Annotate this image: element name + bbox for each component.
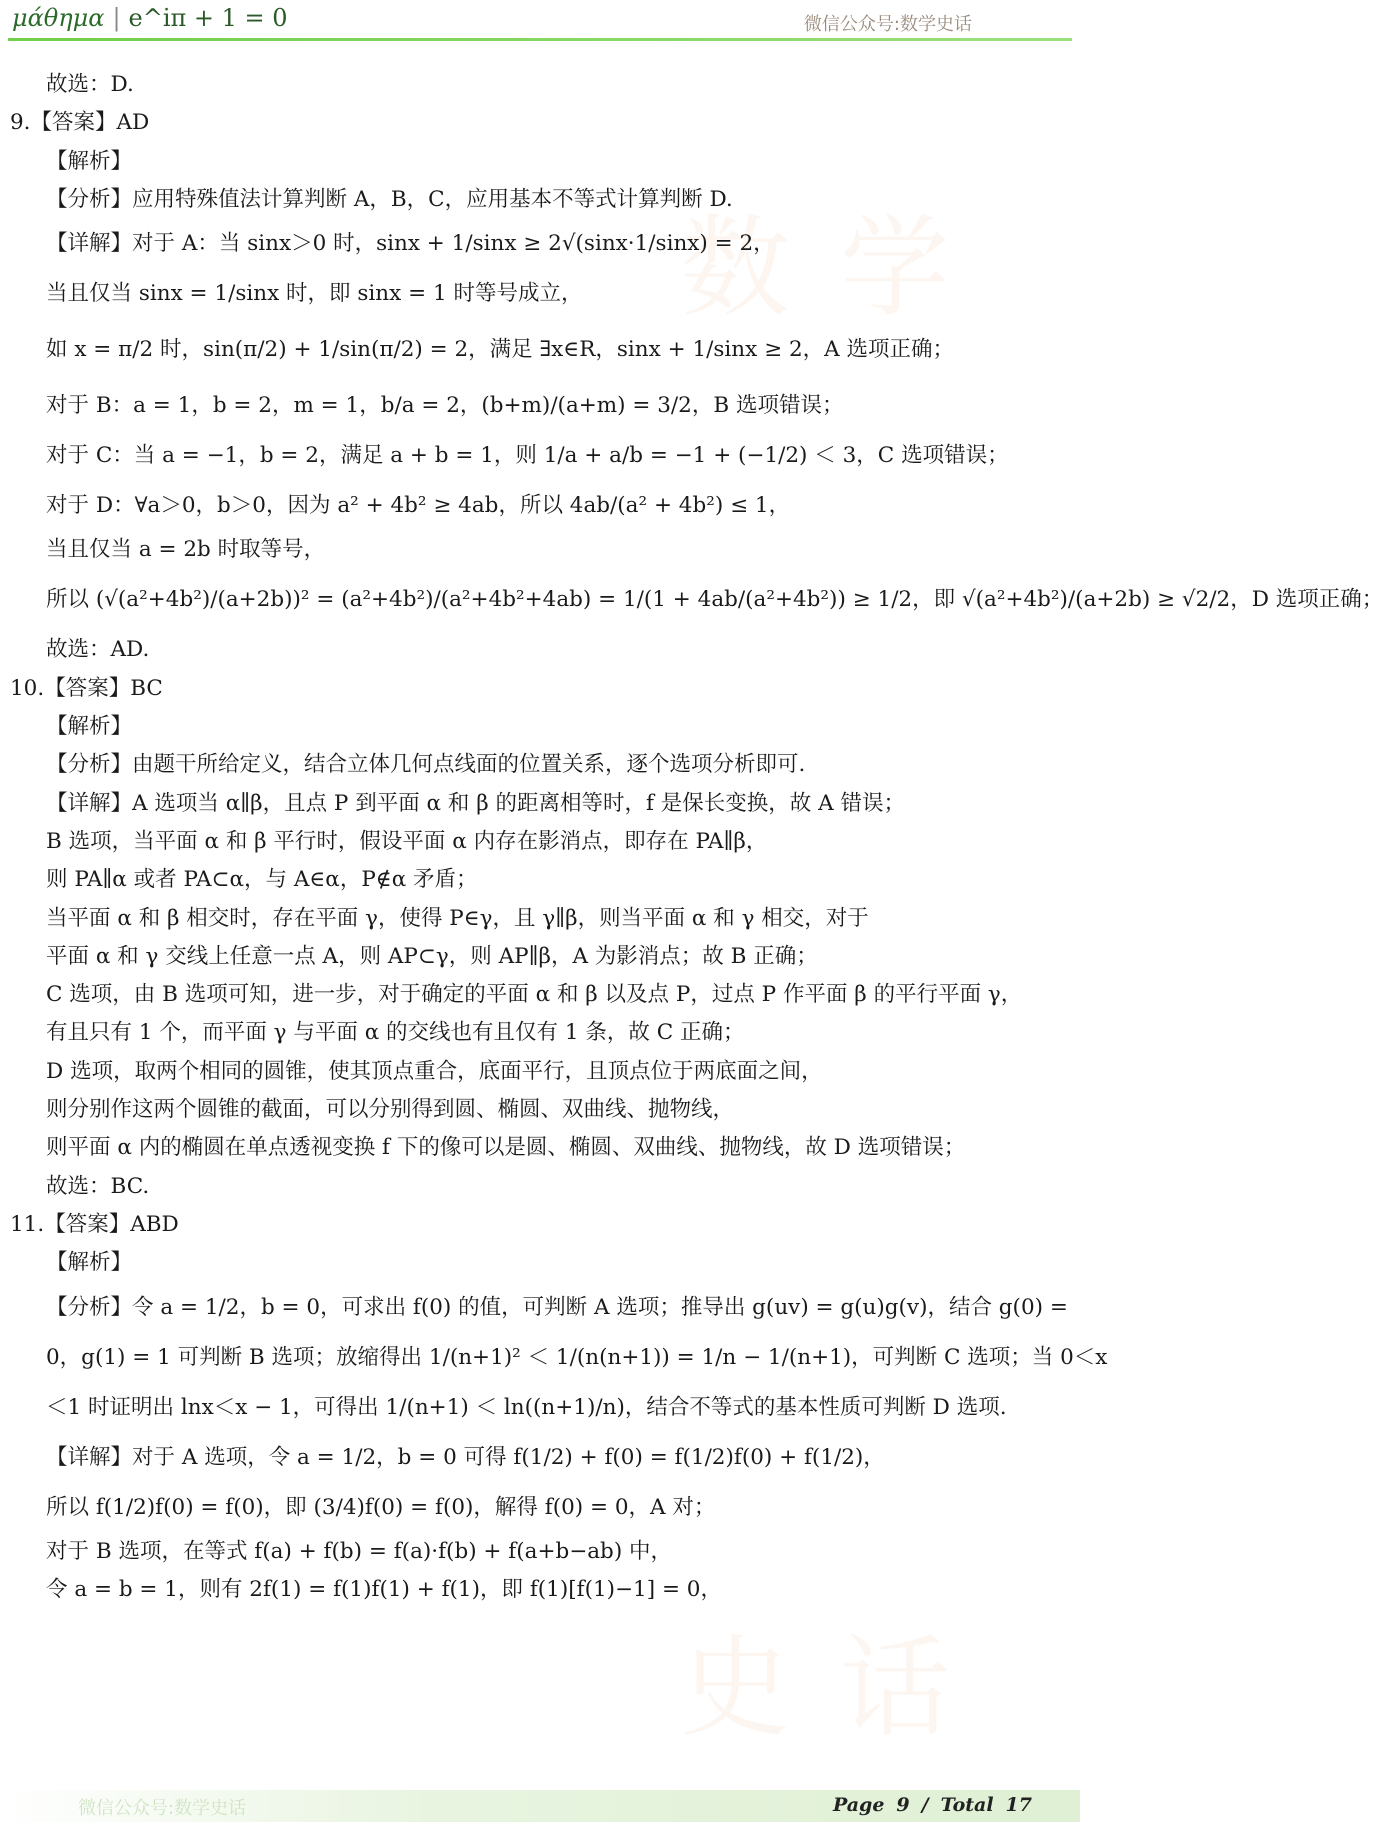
text-line: 【分析】应用特殊值法计算判断 A，B，C，应用基本不等式计算判断 D. <box>46 186 733 212</box>
answer-heading-11: 11.【答案】ABD <box>10 1211 179 1237</box>
text-line: 对于 B 选项，在等式 f(a) + f(b) = f(a)·f(b) + f(a+b−ab) 中， <box>46 1538 673 1564</box>
brand-separator: | <box>112 4 121 32</box>
text-line: 故选：BC. <box>46 1173 150 1199</box>
brand-logo <box>12 4 288 32</box>
text-line: 【解析】 <box>46 714 133 740</box>
text-line: 【分析】令 a = 1/2，b = 0，可求出 f(0) 的值，可判断 A 选项；推导出 g(uv) = g(u)g(v)，结合 g(0) = <box>46 1294 1068 1320</box>
answer-heading-9: 9.【答案】AD <box>10 110 150 136</box>
text-line: 则分别作这两个圆锥的截面，可以分别得到圆、椭圆、双曲线、抛物线， <box>46 1097 735 1123</box>
text-line: 【分析】由题干所给定义，结合立体几何点线面的位置关系，逐个选项分析即可. <box>46 752 806 778</box>
brand-name: μάθημα <box>12 4 105 32</box>
page-number: 9 <box>896 1794 910 1816</box>
total-number: 17 <box>1005 1794 1032 1816</box>
wechat-account-top: 微信公众号:数学史话 <box>803 14 972 35</box>
page-slash: / <box>921 1794 929 1816</box>
text-line: 当平面 α 和 β 相交时，存在平面 γ，使得 P∈γ，且 γ∥β，则当平面 α 和 γ 相交，对于 <box>46 905 869 931</box>
text-line: 如 x = π/2 时，sin(π/2) + 1/sin(π/2) = 2，满足 ∃x∈R，sinx + 1/sinx ≥ 2，A 选项正确； <box>46 337 954 363</box>
text-line: 令 a = b = 1，则有 2f(1) = f(1)f(1) + f(1)，即 f(1)[f(1)−1] = 0， <box>46 1576 722 1602</box>
text-line: 当且仅当 sinx = 1/sinx 时，即 sinx = 1 时等号成立， <box>46 281 583 307</box>
text-line: 故选：AD. <box>46 637 150 663</box>
answer-heading-10: 10.【答案】BC <box>10 675 163 701</box>
text-line: 有且只有 1 个，而平面 γ 与平面 α 的交线也有且仅有 1 条，故 C 正确； <box>46 1020 745 1046</box>
text-line: 所以 (√(a²+4b²)/(a+2b))² = (a²+4b²)/(a²+4b²+4ab) = 1/(1 + 4ab/(a²+4b²)) ≥ 1/2，即 √(a²+4b²)/(a+2b) ≥ √2/2，D 选项正确； <box>46 587 1383 613</box>
text-line: 则平面 α 内的椭圆在单点透视变换 f 下的像可以是圆、椭圆、双曲线、抛物线，故 D 选项错误； <box>46 1135 966 1161</box>
header-rule <box>8 38 1072 41</box>
text-line: 则 PA∥α 或者 PA⊂α，与 A∈α，P∉α 矛盾； <box>46 867 478 893</box>
text-line: 【解析】 <box>46 148 133 174</box>
page-header <box>0 0 1080 44</box>
wechat-account-bottom: 微信公众号:数学史话 <box>78 1798 247 1819</box>
page-label: Page <box>832 1794 885 1816</box>
text-line: 对于 C：当 a = −1，b = 2，满足 a + b = 1，则 1/a + a/b = −1 + (−1/2) ＜ 3，C 选项错误； <box>46 443 1009 469</box>
text-line: 0，g(1) = 1 可判断 B 选项；放缩得出 1/(n+1)² ＜ 1/(n(n+1)) = 1/n − 1/(n+1)，可判断 C 选项；当 0＜x <box>46 1344 1108 1370</box>
euler-formula: e^iπ + 1 = 0 <box>128 4 288 32</box>
text-line: 【详解】对于 A：当 sinx＞0 时，sinx + 1/sinx ≥ 2√(sinx·1/sinx) = 2， <box>46 231 775 257</box>
watermark-char-3: 史 <box>680 1624 790 1752</box>
watermark-char-1: 数 <box>680 204 790 332</box>
total-label: Total <box>940 1794 994 1816</box>
text-line: 所以 f(1/2)f(0) = f(0)，即 (3/4)f(0) = f(0)，解得 f(0) = 0，A 对； <box>46 1494 716 1520</box>
watermark-char-2: 学 <box>840 204 950 332</box>
text-line: D 选项，取两个相同的圆锥，使其顶点重合，底面平行，且顶点位于两底面之间， <box>46 1058 823 1084</box>
text-line: 【详解】A 选项当 α∥β，且点 P 到平面 α 和 β 的距离相等时，f 是保长变换，故 A 错误； <box>46 790 905 816</box>
text-line: 【解析】 <box>46 1250 133 1276</box>
text-line: 平面 α 和 γ 交线上任意一点 A，则 AP⊂γ，则 AP∥β，A 为影消点；故 B 正确； <box>46 943 818 969</box>
watermark-char-4: 话 <box>840 1624 950 1752</box>
text-line: 对于 B：a = 1，b = 2，m = 1，b/a = 2，(b+m)/(a+m) = 3/2，B 选项错误； <box>46 393 844 419</box>
text-line: B 选项，当平面 α 和 β 平行时，假设平面 α 内存在影消点，即存在 PA∥β， <box>46 828 768 854</box>
text-line: 【详解】对于 A 选项，令 a = 1/2，b = 0 可得 f(1/2) + f(0) = f(1/2)f(0) + f(1/2)， <box>46 1444 885 1470</box>
text-line: C 选项，由 B 选项可知，进一步，对于确定的平面 α 和 β 以及点 P，过点 P 作平面 β 的平行平面 γ， <box>46 982 1023 1008</box>
text-line: 当且仅当 a = 2b 时取等号， <box>46 537 326 563</box>
text-line: 故选：D. <box>46 72 134 97</box>
page-footer <box>0 1790 1080 1822</box>
document-body <box>10 66 1383 1609</box>
page-indicator <box>827 1794 1038 1816</box>
text-line: ＜1 时证明出 lnx＜x − 1，可得出 1/(n+1) ＜ ln((n+1)/n)，结合不等式的基本性质可判断 D 选项. <box>46 1394 1007 1420</box>
text-line: 对于 D：∀a＞0，b＞0，因为 a² + 4b² ≥ 4ab，所以 4ab/(a² + 4b²) ≤ 1， <box>46 493 791 519</box>
